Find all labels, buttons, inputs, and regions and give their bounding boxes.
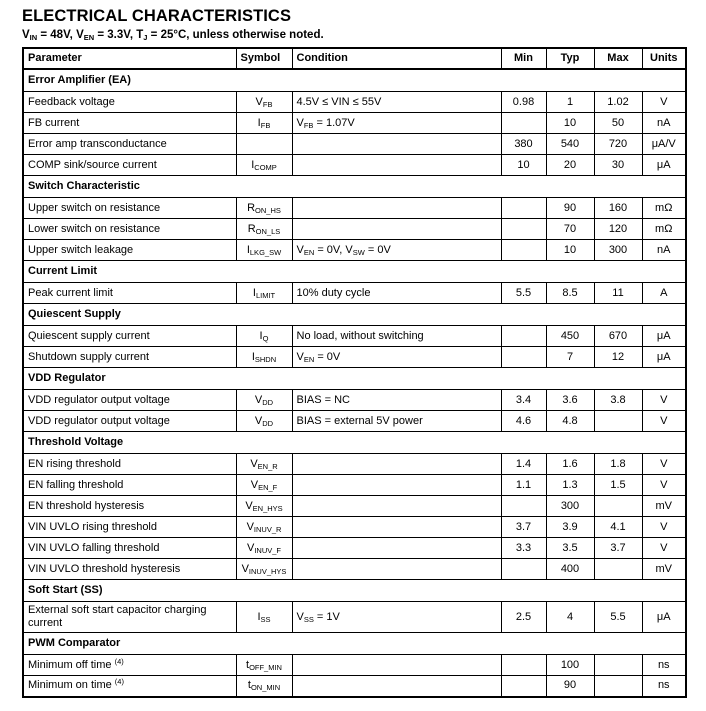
cell-condition: [292, 538, 501, 559]
cell-parameter: VDD regulator output voltage: [23, 411, 236, 432]
cell-symbol: $I_{SS}$: [236, 602, 292, 633]
cell-symbol: $V_{INUV\_F}$: [236, 538, 292, 559]
column-header-max: Max: [594, 48, 642, 69]
cell-min: [501, 676, 546, 697]
cell-symbol: $t_{OFF\_MIN}$: [236, 655, 292, 676]
table-row: [23, 655, 686, 676]
section-header-row: [23, 368, 686, 390]
cell-parameter: VIN UVLO rising threshold: [23, 517, 236, 538]
cell-min: [501, 655, 546, 676]
page-title: ELECTRICAL CHARACTERISTICS: [22, 7, 292, 25]
cell-symbol: $V_{INUV\_R}$: [236, 517, 292, 538]
cell-units: μA: [642, 602, 686, 633]
cell-parameter: Minimum on time $^{(4)}$: [23, 676, 236, 697]
cell-min: [501, 496, 546, 517]
cell-max: 12: [594, 347, 642, 368]
table-row: [23, 283, 686, 304]
cell-condition: 10% duty cycle: [292, 283, 501, 304]
test-conditions-note: $V_{IN} = 48V$, $V_{EN} = 3.3V$, $T_J = 25^\circ C$, unless otherwise noted.: [22, 29, 324, 42]
cell-max: [594, 676, 642, 697]
cell-condition: [292, 454, 501, 475]
cell-symbol: $R_{ON\_HS}$: [236, 198, 292, 219]
cell-typ: 3.6: [546, 390, 594, 411]
cell-min: 3.7: [501, 517, 546, 538]
cell-max: 30: [594, 155, 642, 176]
cell-parameter: Error amp transconductance: [23, 134, 236, 155]
cell-min: [501, 347, 546, 368]
column-header-typ: Typ: [546, 48, 594, 69]
cell-parameter: Feedback voltage: [23, 92, 236, 113]
cell-max: 4.1: [594, 517, 642, 538]
cell-units: ns: [642, 655, 686, 676]
section-title: Switch Characteristic: [23, 176, 686, 198]
cell-typ: 4: [546, 602, 594, 633]
cell-min: [501, 219, 546, 240]
cell-parameter: EN falling threshold: [23, 475, 236, 496]
cell-symbol: [236, 134, 292, 155]
cell-min: 4.6: [501, 411, 546, 432]
cell-min: [501, 559, 546, 580]
cell-condition: [292, 134, 501, 155]
cell-units: V: [642, 475, 686, 496]
cell-symbol: $I_{SHDN}$: [236, 347, 292, 368]
column-header-row: [23, 48, 686, 69]
cell-min: 3.4: [501, 390, 546, 411]
cell-parameter: VDD regulator output voltage: [23, 390, 236, 411]
cell-max: [594, 411, 642, 432]
cell-typ: 100: [546, 655, 594, 676]
cell-condition: [292, 676, 501, 697]
cell-units: ns: [642, 676, 686, 697]
cell-condition: $V_{FB} = 1.07V$: [292, 113, 501, 134]
table-row: [23, 676, 686, 697]
cell-parameter: VIN UVLO threshold hysteresis: [23, 559, 236, 580]
cell-max: 1.8: [594, 454, 642, 475]
cell-condition: [292, 496, 501, 517]
table-row: [23, 454, 686, 475]
cell-symbol: $I_{LIMIT}$: [236, 283, 292, 304]
column-header-symbol: Symbol: [236, 48, 292, 69]
column-header-parameter: Parameter: [23, 48, 236, 69]
cell-condition: BIAS = external 5V power: [292, 411, 501, 432]
cell-condition: No load, without switching: [292, 326, 501, 347]
cell-condition: [292, 219, 501, 240]
cell-condition: [292, 559, 501, 580]
cell-typ: 1: [546, 92, 594, 113]
table-row: [23, 134, 686, 155]
cell-symbol: $V_{DD}$: [236, 390, 292, 411]
table-row: [23, 240, 686, 261]
cell-typ: 300: [546, 496, 594, 517]
table-row: [23, 113, 686, 134]
cell-condition: $V_{EN} = 0V$, $V_{SW} = 0V$: [292, 240, 501, 261]
table-row: [23, 155, 686, 176]
table-row: [23, 198, 686, 219]
cell-parameter: Minimum off time $^{(4)}$: [23, 655, 236, 676]
cell-typ: 3.5: [546, 538, 594, 559]
cell-symbol: $t_{ON\_MIN}$: [236, 676, 292, 697]
cell-condition: [292, 198, 501, 219]
cell-typ: 4.8: [546, 411, 594, 432]
cell-typ: 450: [546, 326, 594, 347]
table-row: [23, 411, 686, 432]
cell-symbol: $I_Q$: [236, 326, 292, 347]
cell-min: [501, 240, 546, 261]
cell-max: 300: [594, 240, 642, 261]
cell-typ: 1.3: [546, 475, 594, 496]
cell-max: [594, 496, 642, 517]
cell-symbol: $I_{LKG\_SW}$: [236, 240, 292, 261]
cell-units: μA: [642, 326, 686, 347]
cell-units: mΩ: [642, 219, 686, 240]
cell-parameter: Lower switch on resistance: [23, 219, 236, 240]
table-row: [23, 326, 686, 347]
cell-parameter: EN threshold hysteresis: [23, 496, 236, 517]
cell-units: V: [642, 390, 686, 411]
cell-units: μA: [642, 155, 686, 176]
cell-max: 3.7: [594, 538, 642, 559]
cell-max: [594, 655, 642, 676]
cell-symbol: $I_{FB}$: [236, 113, 292, 134]
cell-max: 5.5: [594, 602, 642, 633]
cell-min: 380: [501, 134, 546, 155]
cell-max: 50: [594, 113, 642, 134]
cell-condition: [292, 517, 501, 538]
section-header-row: [23, 580, 686, 602]
cell-max: 11: [594, 283, 642, 304]
cell-max: [594, 559, 642, 580]
cell-typ: 8.5: [546, 283, 594, 304]
cell-max: 3.8: [594, 390, 642, 411]
section-header-row: [23, 176, 686, 198]
cell-min: 2.5: [501, 602, 546, 633]
cell-min: 3.3: [501, 538, 546, 559]
cell-max: 1.5: [594, 475, 642, 496]
cell-symbol: $V_{EN\_F}$: [236, 475, 292, 496]
cell-units: V: [642, 92, 686, 113]
table-body: [23, 69, 686, 697]
cell-symbol: $V_{DD}$: [236, 411, 292, 432]
cell-condition: BIAS = NC: [292, 390, 501, 411]
cell-symbol: $I_{COMP}$: [236, 155, 292, 176]
cell-units: μA: [642, 347, 686, 368]
cell-typ: 10: [546, 113, 594, 134]
table-row: [23, 347, 686, 368]
table-row: [23, 390, 686, 411]
section-title: VDD Regulator: [23, 368, 686, 390]
table-row: [23, 559, 686, 580]
cell-min: [501, 198, 546, 219]
cell-symbol: $V_{EN\_R}$: [236, 454, 292, 475]
cell-units: mΩ: [642, 198, 686, 219]
table-row: [23, 475, 686, 496]
cell-min: 5.5: [501, 283, 546, 304]
cell-condition: $V_{EN} = 0V$: [292, 347, 501, 368]
cell-units: mV: [642, 559, 686, 580]
section-title: Soft Start (SS): [23, 580, 686, 602]
cell-parameter: External soft start capacitor charging current: [23, 602, 236, 633]
cell-min: [501, 113, 546, 134]
section-title: Current Limit: [23, 261, 686, 283]
column-header-condition: Condition: [292, 48, 501, 69]
cell-parameter: COMP sink/source current: [23, 155, 236, 176]
cell-units: V: [642, 411, 686, 432]
cell-min: 0.98: [501, 92, 546, 113]
cell-condition: [292, 655, 501, 676]
table-row: [23, 219, 686, 240]
table-row: [23, 496, 686, 517]
cell-parameter: Peak current limit: [23, 283, 236, 304]
cell-min: 10: [501, 155, 546, 176]
cell-parameter: Shutdown supply current: [23, 347, 236, 368]
section-title: Threshold Voltage: [23, 432, 686, 454]
cell-symbol: $V_{FB}$: [236, 92, 292, 113]
cell-units: A: [642, 283, 686, 304]
cell-parameter: Upper switch leakage: [23, 240, 236, 261]
cell-units: μA/V: [642, 134, 686, 155]
cell-typ: 400: [546, 559, 594, 580]
cell-min: 1.4: [501, 454, 546, 475]
section-title: Quiescent Supply: [23, 304, 686, 326]
section-title: Error Amplifier (EA): [23, 69, 686, 92]
section-header-row: [23, 304, 686, 326]
cell-parameter: EN rising threshold: [23, 454, 236, 475]
cell-typ: 90: [546, 676, 594, 697]
cell-symbol: $R_{ON\_LS}$: [236, 219, 292, 240]
cell-parameter: FB current: [23, 113, 236, 134]
cell-typ: 20: [546, 155, 594, 176]
section-header-row: [23, 633, 686, 655]
table-row: [23, 517, 686, 538]
cell-typ: 90: [546, 198, 594, 219]
cell-max: 120: [594, 219, 642, 240]
cell-typ: 1.6: [546, 454, 594, 475]
cell-units: V: [642, 454, 686, 475]
electrical-characteristics-table: [22, 47, 687, 698]
table-row: [23, 538, 686, 559]
column-header-min: Min: [501, 48, 546, 69]
cell-units: nA: [642, 240, 686, 261]
cell-typ: 70: [546, 219, 594, 240]
cell-condition: [292, 155, 501, 176]
cell-units: V: [642, 538, 686, 559]
cell-parameter: VIN UVLO falling threshold: [23, 538, 236, 559]
cell-condition: [292, 475, 501, 496]
cell-max: 720: [594, 134, 642, 155]
cell-condition: $V_{SS} = 1V$: [292, 602, 501, 633]
cell-parameter: Quiescent supply current: [23, 326, 236, 347]
cell-max: 1.02: [594, 92, 642, 113]
section-title: PWM Comparator: [23, 633, 686, 655]
cell-typ: 3.9: [546, 517, 594, 538]
table-row: [23, 602, 686, 633]
cell-min: [501, 326, 546, 347]
cell-units: mV: [642, 496, 686, 517]
cell-units: V: [642, 517, 686, 538]
section-header-row: [23, 261, 686, 283]
cell-units: nA: [642, 113, 686, 134]
section-header-row: [23, 69, 686, 92]
cell-max: 670: [594, 326, 642, 347]
cell-typ: 7: [546, 347, 594, 368]
column-header-units: Units: [642, 48, 686, 69]
cell-symbol: $V_{INUV\_HYS}$: [236, 559, 292, 580]
cell-min: 1.1: [501, 475, 546, 496]
cell-typ: 10: [546, 240, 594, 261]
cell-symbol: $V_{EN\_HYS}$: [236, 496, 292, 517]
cell-max: 160: [594, 198, 642, 219]
table-row: [23, 92, 686, 113]
cell-typ: 540: [546, 134, 594, 155]
section-header-row: [23, 432, 686, 454]
cell-condition: 4.5V ≤ VIN ≤ 55V: [292, 92, 501, 113]
cell-parameter: Upper switch on resistance: [23, 198, 236, 219]
